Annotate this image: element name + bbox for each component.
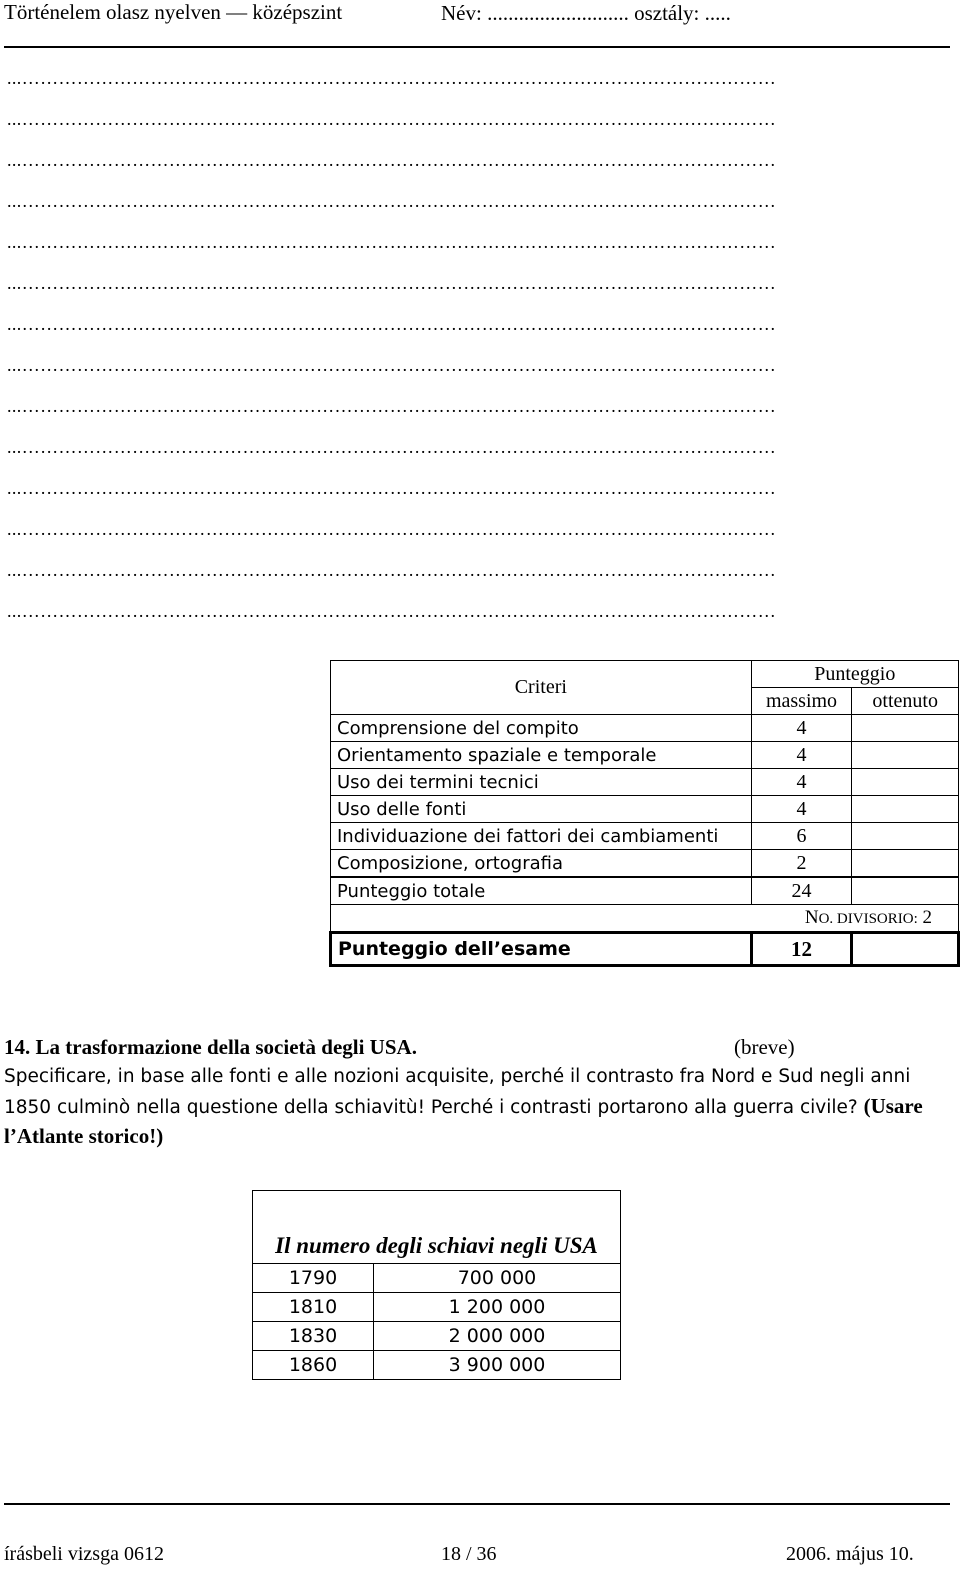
year-cell: 1790 (253, 1264, 374, 1293)
task-title: 14. La trasformazione della società degli USA. (4, 1035, 417, 1059)
criterion-label: Individuazione dei fattori dei cambiamenti (331, 823, 752, 850)
criterion-obtained-cell[interactable] (852, 769, 959, 796)
slaves-table-title: Il numero degli schiavi negli USA (253, 1191, 621, 1264)
count-cell: 3 900 000 (374, 1351, 621, 1380)
table-row (253, 1264, 621, 1293)
criterion-max: 4 (751, 769, 852, 796)
answer-line[interactable]: ...…………………………………………………………………………………………………………… (7, 478, 777, 498)
answer-line[interactable]: ...…………………………………………………………………………………………………………… (7, 355, 777, 375)
final-score-label: Punteggio dell’esame (331, 933, 752, 966)
answer-line[interactable]: ...…………………………………………………………………………………………………………… (7, 437, 777, 457)
task-text (4, 1063, 944, 1153)
divisor-row (331, 905, 959, 933)
answer-line[interactable]: ...…………………………………………………………………………………………………………… (7, 232, 777, 252)
criterion-label: Composizione, ortografia (331, 850, 752, 878)
answer-line[interactable]: ...…………………………………………………………………………………………………………… (7, 396, 777, 416)
criterion-label: Comprensione del compito (331, 715, 752, 742)
count-cell: 2 000 000 (374, 1322, 621, 1351)
table-row (253, 1293, 621, 1322)
scoring-table (329, 660, 960, 967)
answer-line[interactable]: ...…………………………………………………………………………………………………………… (7, 150, 777, 170)
header-divider (4, 46, 950, 48)
table-row (253, 1322, 621, 1351)
answer-line[interactable]: ...…………………………………………………………………………………………………………… (7, 68, 777, 88)
criterion-max: 2 (751, 850, 852, 878)
name-class-field[interactable]: Név: ........................... osztály: ..... (441, 1, 731, 25)
criterion-label: Uso dei termini tecnici (331, 769, 752, 796)
criterion-max: 6 (751, 823, 852, 850)
task-hint: (Usare l’Atlante storico!) (4, 1093, 923, 1148)
criterion-max: 4 (751, 796, 852, 823)
answer-line[interactable]: ...…………………………………………………………………………………………………………… (7, 519, 777, 539)
punteggio-header: Punteggio (751, 661, 958, 688)
criterion-max: 4 (751, 742, 852, 769)
answer-line[interactable]: ...…………………………………………………………………………………………………………… (7, 191, 777, 211)
count-cell: 1 200 000 (374, 1293, 621, 1322)
total-label: Punteggio totale (331, 877, 752, 905)
divisor-value: 2 (922, 907, 932, 928)
total-max: 24 (751, 877, 852, 905)
answer-line[interactable]: ...…………………………………………………………………………………………………………… (7, 273, 777, 293)
criterion-obtained-cell[interactable] (852, 796, 959, 823)
year-cell: 1830 (253, 1322, 374, 1351)
criterion-obtained-cell[interactable] (852, 715, 959, 742)
table-row (253, 1351, 621, 1380)
answer-line[interactable]: ...…………………………………………………………………………………………………………… (7, 560, 777, 580)
answer-line[interactable]: ...…………………………………………………………………………………………………………… (7, 314, 777, 334)
criterion-label: Uso delle fonti (331, 796, 752, 823)
divisor-prefix: N (804, 907, 819, 928)
criterion-obtained-cell[interactable] (852, 850, 959, 878)
year-cell: 1860 (253, 1351, 374, 1380)
criterion-label: Orientamento spaziale e temporale (331, 742, 752, 769)
final-score-obtained-cell[interactable] (852, 933, 959, 966)
page-number: 18 / 36 (441, 1543, 497, 1565)
ottenuto-header: ottenuto (852, 688, 959, 715)
task-instruction: Specificare, in base alle fonti e alle nozioni acquisite, perché il contrasto fra Nord e Sud negli anni 1850 culminò nella questione della schiavitù! Perché i contrasti portarono alla guerra civile? (4, 1066, 911, 1118)
criterion-obtained-cell[interactable] (852, 742, 959, 769)
exam-code: írásbeli vizsga 0612 (4, 1543, 164, 1565)
footer-divider (4, 1503, 950, 1505)
final-score-max: 12 (751, 933, 852, 966)
exam-date: 2006. május 10. (786, 1543, 914, 1565)
criterion-max: 4 (751, 715, 852, 742)
divisor-label: O. DIVISORIO: (818, 911, 918, 927)
count-cell: 700 000 (374, 1264, 621, 1293)
task-type: (breve) (734, 1035, 795, 1059)
answer-line[interactable]: ...…………………………………………………………………………………………………………… (7, 109, 777, 129)
total-obtained-cell[interactable] (852, 877, 959, 905)
page-header (0, 0, 960, 30)
exam-title: Történelem olasz nyelven — középszint (4, 0, 343, 24)
massimo-header: massimo (751, 688, 852, 715)
criteri-header: Criteri (331, 661, 752, 715)
answer-line[interactable]: ...…………………………………………………………………………………………………………… (7, 601, 777, 621)
year-cell: 1810 (253, 1293, 374, 1322)
slaves-table (252, 1190, 621, 1380)
criterion-obtained-cell[interactable] (852, 823, 959, 850)
